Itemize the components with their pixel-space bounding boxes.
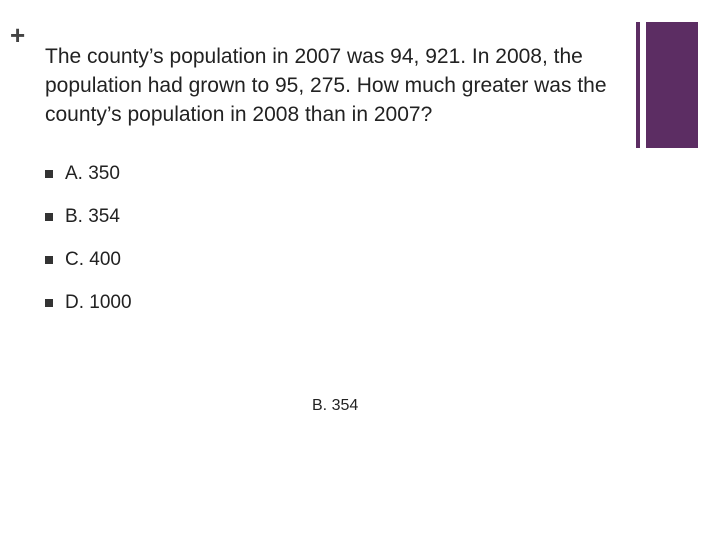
accent-bar-thin bbox=[636, 22, 640, 148]
answer-options bbox=[45, 160, 132, 332]
option-b bbox=[45, 203, 132, 231]
option-c bbox=[45, 246, 132, 274]
square-bullet-icon bbox=[45, 299, 53, 307]
question-text: The county’s population in 2007 was 94, 921. In 2008, the population had grown to 95, 275. How much greater was the county’s population in 2008 than in 2007? bbox=[45, 45, 607, 126]
plus-icon: + bbox=[10, 20, 26, 50]
option-label: C. 400 bbox=[65, 249, 121, 270]
option-label: D. 1000 bbox=[65, 292, 132, 313]
square-bullet-icon bbox=[45, 170, 53, 178]
square-bullet-icon bbox=[45, 256, 53, 264]
option-label: A. 350 bbox=[65, 163, 120, 184]
square-bullet-icon bbox=[45, 213, 53, 221]
option-a bbox=[45, 160, 132, 188]
option-d bbox=[45, 289, 132, 317]
option-label: B. 354 bbox=[65, 206, 120, 227]
answer-text: B. 354 bbox=[312, 397, 359, 414]
accent-bar-thick bbox=[646, 22, 698, 148]
